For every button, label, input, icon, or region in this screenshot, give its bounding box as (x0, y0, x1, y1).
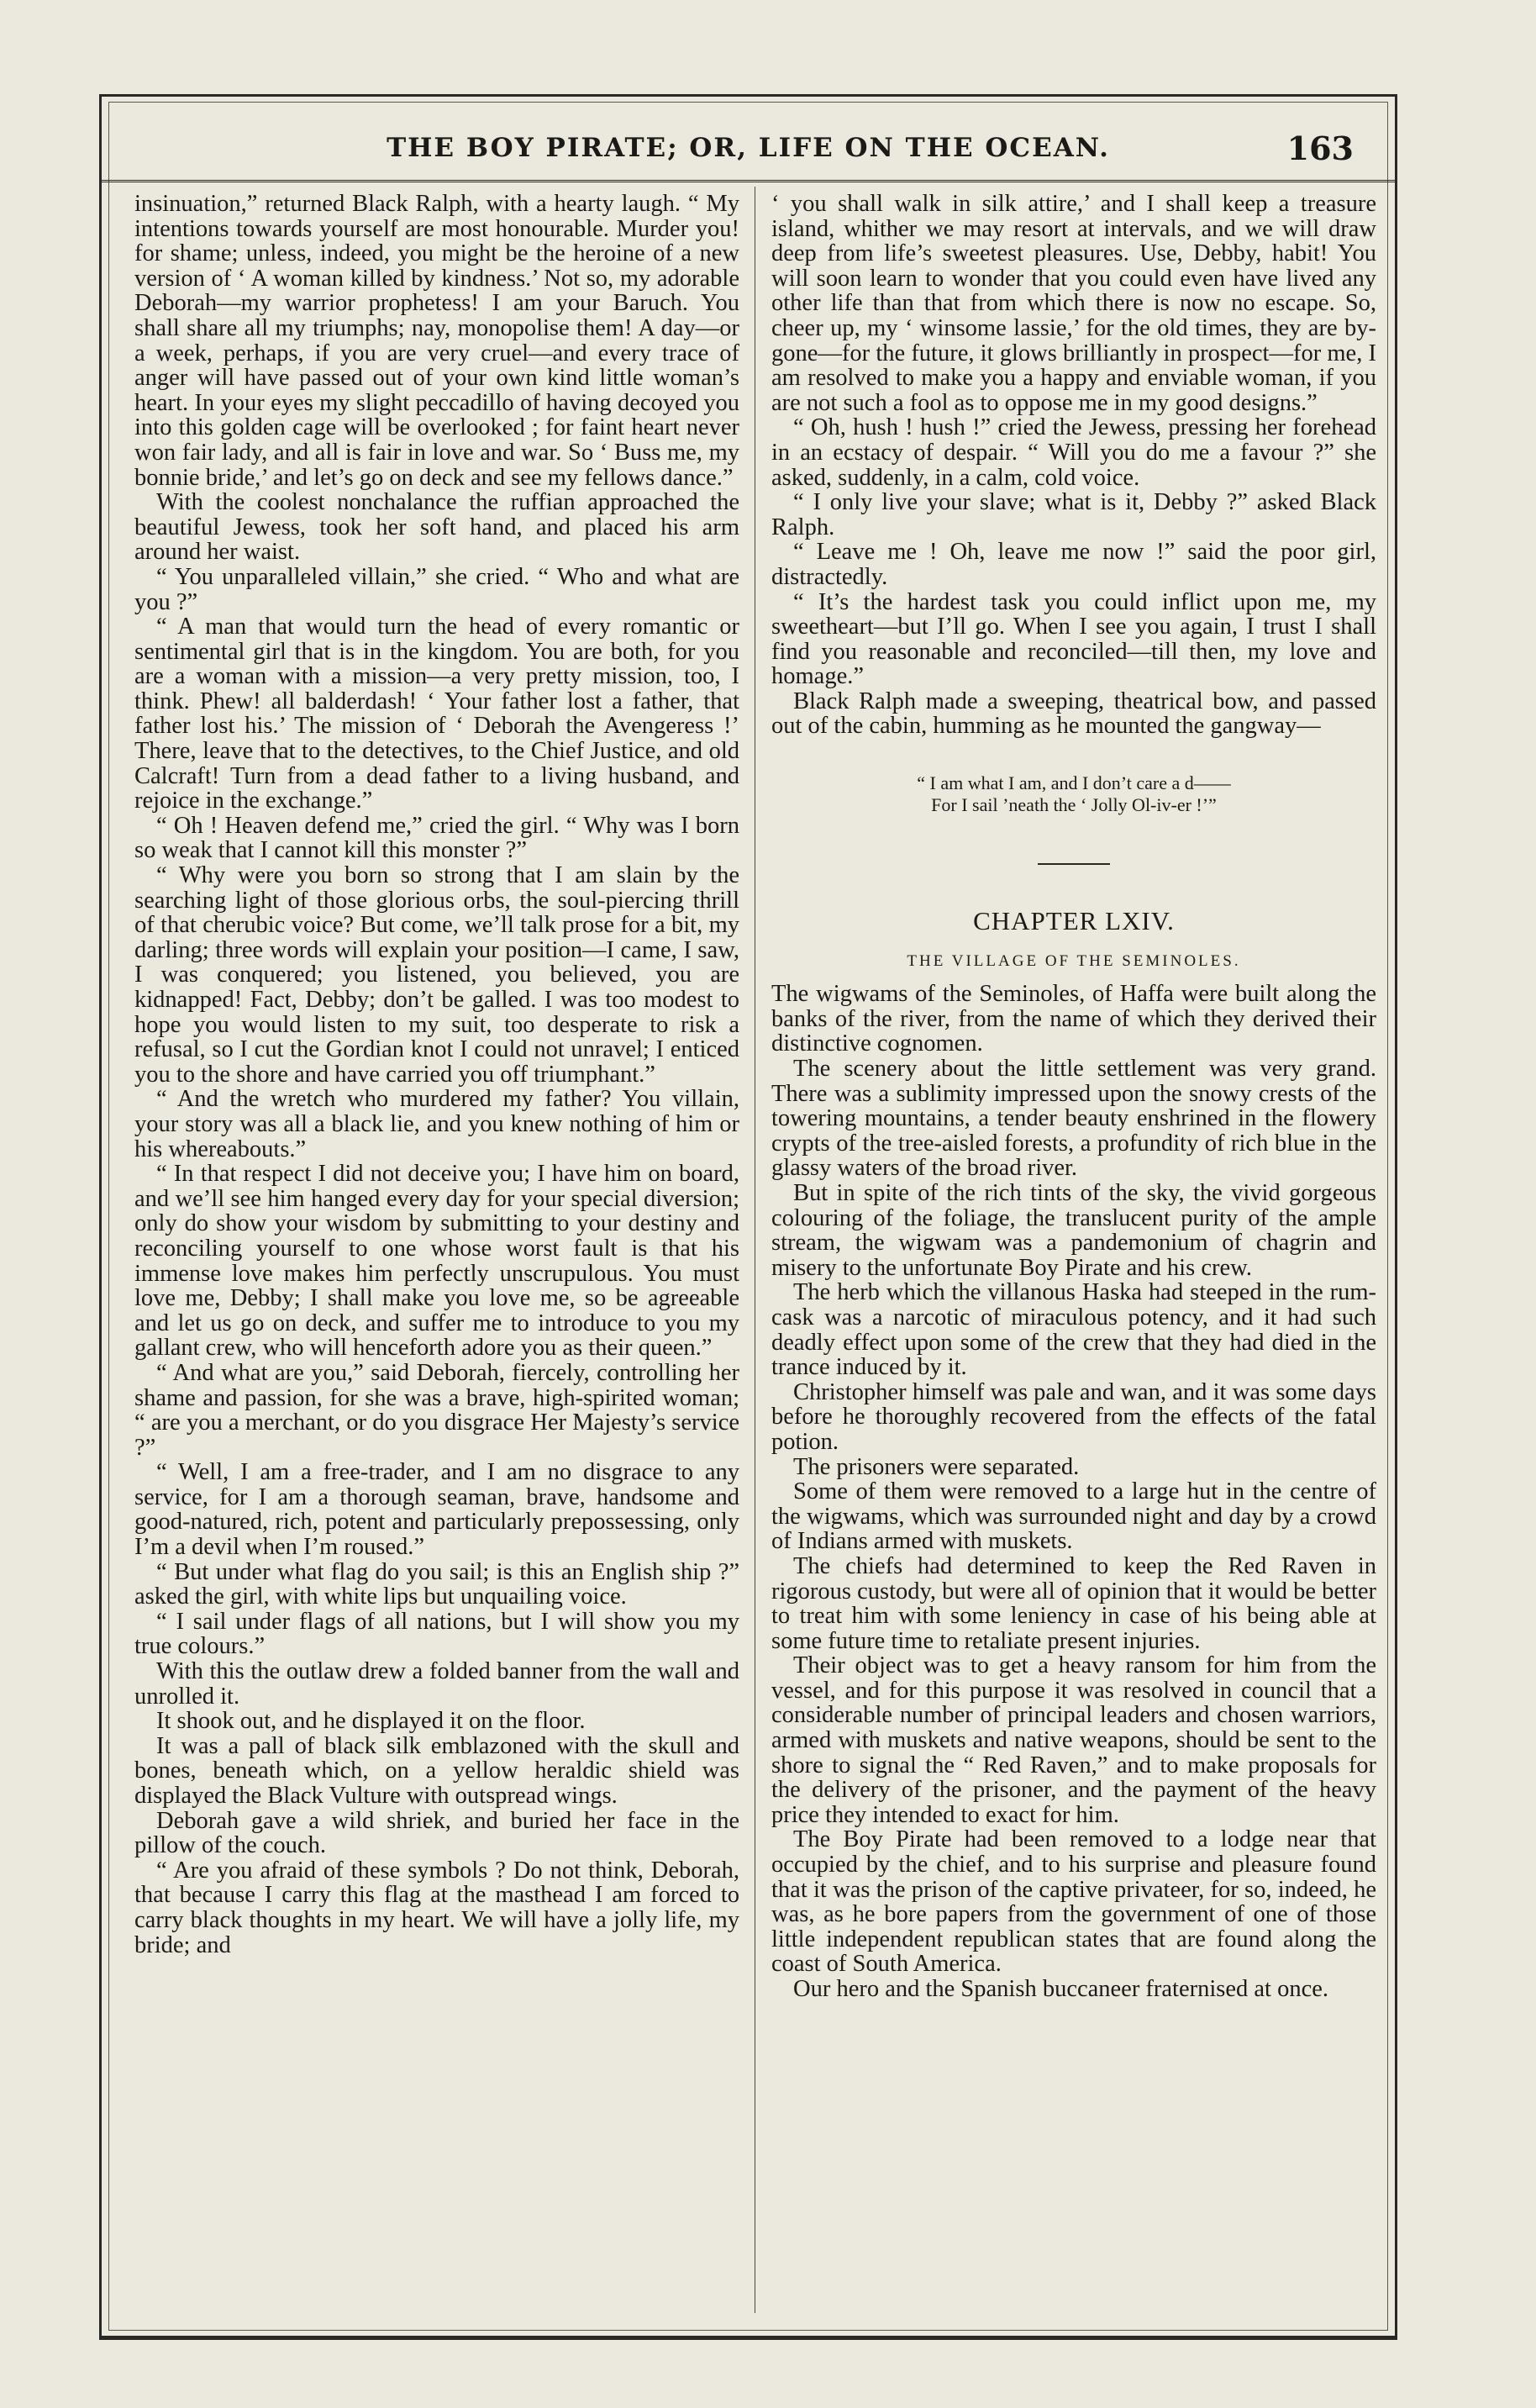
page-header (99, 124, 1397, 175)
right-column (771, 192, 1376, 2276)
header-rule (99, 180, 1397, 182)
paragraph: “ Oh ! Heaven defend me,” cried the girl. “ Why was I born so weak that I cannot kill this monster ?” (134, 812, 739, 864)
song-verse (771, 772, 1376, 816)
paragraph: Their object was to get a heavy ransom for him from the vessel, and for this purpose it was resolved in council that a considerable number of principal leaders and chosen warriors, armed with muskets and native weapons, should be sent to the shore to signal the “ Red Raven,” and to make proposals for the delivery of the prisoner, and the payment of the heavy price they intended to exact for him. (771, 1652, 1376, 1828)
paragraph: It shook out, and he displayed it on the floor. (156, 1708, 586, 1735)
paragraph: The herb which the villanous Haska had steeped in the rum-cask was a narcotic of miraculous potency, and it had such deadly effect upon some of the crew that they had died in the trance induced by it. (771, 1279, 1376, 1381)
paragraph: “ Why were you born so strong that I am slain by the searching light of those glorious orbs, the soul-piercing thrill of that cherubic voice? But come, we’ll talk prose for a bit, my darling; three words will explain your position—I came, I saw, I was conquered; you listened, you believed, you are kidnapped! Fact, Debby; don’t be galled. I was too modest to hope you would listen to my suit, too desperate to risk a refusal, so I cut the Gordian knot I could not unravel; I enticed you to the shore and have carried you off triumphant.” (134, 862, 739, 1088)
paragraph: “ It’s the hardest task you could inflict upon me, my sweetheart—but I’ll go. When I see you again, I trust I shall find you reasonable and reconciled—till then, my love and homage.” (771, 588, 1376, 690)
paragraph: With this the outlaw drew a folded banner from the wall and unrolled it. (134, 1658, 739, 1710)
paragraph: The prisoners were separated. (793, 1453, 1080, 1480)
left-column (134, 192, 739, 2276)
section-divider-rule (1038, 863, 1110, 865)
paragraph: “ I sail under flags of all nations, but I will show you my true colours.” (134, 1608, 739, 1660)
paragraph: “ You unparalleled villain,” she cried. “ Who and what are you ?” (134, 563, 739, 615)
paragraph: “ Well, I am a free-trader, and I am no disgrace to any service, for I am a thorough seaman, brave, handsome and good-natured, rich, potent and particularly prepossessing, only I’m a devil when I’m roused.” (134, 1459, 739, 1561)
paragraph: Black Ralph made a sweeping, theatrical bow, and passed out of the cabin, humming as he mounted the gangway— (771, 688, 1376, 740)
paragraph: “ A man that would turn the head of every romantic or sentimental girl that is in the kingdom. You are both, for you are a woman with a mission—a very pretty mission, too, I think. Phew! all balderdash! ‘ Your father lost a father, that father lost his.’ The mission of ‘ Deborah the Avengeress !’ There, leave that to the detectives, to the Chief Justice, and old Calcraft! Turn from a dead father to a living husband, and rejoice in the exchange.” (134, 614, 739, 814)
verse-line: For I sail ’neath the ‘ Jolly Ol-iv-er !’” (931, 794, 1217, 816)
paragraph: “ Are you afraid of these symbols ? Do not think, Deborah, that because I carry this flag at the masthead I am forced to carry black thoughts in my heart. We will have a jolly life, my bride; and (134, 1857, 739, 1958)
paragraph: Our hero and the Spanish buccaneer fraternised at once. (793, 1976, 1329, 2002)
paragraph: But in spite of the rich tints of the sky, the vivid gorgeous colouring of the foliage, the translucent purity of the ample stream, the wigwam was a pandemonium of chagrin and misery to the unfortunate Boy Pirate and his crew. (771, 1180, 1376, 1281)
paragraph: It was a pall of black silk emblazoned with the skull and bones, beneath which, on a yellow heraldic shield was displayed the Black Vulture with outspread wings. (134, 1732, 739, 1809)
paragraph: Christopher himself was pale and wan, and it was some days before he thoroughly recovered from the effects of the fatal potion. (771, 1378, 1376, 1455)
paragraph: Some of them were removed to a large hut in the centre of the wigwams, which was surrounded night and day by a crowd of Indians armed with muskets. (771, 1478, 1376, 1555)
paragraph: With the coolest nonchalance the ruffian approached the beautiful Jewess, took her soft hand, and placed his arm around her waist. (134, 489, 739, 566)
paragraph: The scenery about the little settlement was very grand. There was a sublimity impressed upon the snowy crests of the towering mountains, a tender beauty enshrined in the flowery crypts of the tree-aisled forests, a profundity of rich blue in the glassy waters of the broad river. (771, 1056, 1376, 1182)
paragraph: The chiefs had determined to keep the Red Raven in rigorous custody, but were all of opinion that it would be better to treat him with some leniency in case of his being able at some future time to retaliate present injuries. (771, 1552, 1376, 1654)
page-number: 163 (1286, 129, 1354, 167)
paragraph: Deborah gave a wild shriek, and buried her face in the pillow of the couch. (134, 1807, 739, 1859)
chapter-subtitle: THE VILLAGE OF THE SEMINOLES. (907, 951, 1241, 970)
paragraph: “ And what are you,” said Deborah, fiercely, controlling her shame and passion, for she was a brave, high-spirited woman; “ are you a merchant, or do you disgrace Her Majesty’s service ?” (134, 1359, 739, 1461)
paragraph: “ In that respect I did not deceive you; I have him on board, and we’ll see him hanged every day for your special diversion; only do show your wisdom by submitting to your destiny and reconciling yourself to one whose worst fault is that his immense love makes him perfectly unscrupulous. You must love me, Debby; I shall make you love me, so be agreeable and let us go on deck, and suffer me to introduce to you my gallant crew, who will henceforth adore you as their queen.” (134, 1161, 739, 1362)
paragraph: “ But under what flag do you sail; is this an English ship ?” asked the girl, with white lips but unquailing voice. (134, 1558, 739, 1610)
paragraph: “ And the wretch who murdered my father? You villain, your story was all a black lie, and you knew nothing of him or his whereabouts.” (134, 1086, 739, 1162)
bottom-rule (99, 2337, 1397, 2340)
chapter-title: CHAPTER LXIV. (973, 906, 1175, 936)
paragraph: “ Oh, hush ! hush !” cried the Jewess, pressing her forehead in an ecstacy of despair. “ Will you do me a favour ?” she asked, suddenly, in a calm, cold voice. (771, 414, 1376, 491)
paragraph: The wigwams of the Seminoles, of Haffa were built along the banks of the river, from the name of which they derived their distinctive cognomen. (771, 981, 1376, 1057)
paragraph: “ Leave me ! Oh, leave me now !” said the poor girl, distractedly. (771, 539, 1376, 590)
paragraph: The Boy Pirate had been removed to a lodge near that occupied by the chief, and to his surprise and pleasure found that it was the prison of the captive privateer, for so, indeed, he was, as he bore papers from the government of one of those little independent republican states that are found along the coast of South America. (771, 1826, 1376, 1978)
paragraph: insinuation,” returned Black Ralph, with a hearty laugh. “ My intentions towards yourself are most honourable. Murder you! for shame; unless, indeed, you might be the heroine of a new version of ‘ A woman killed by kindness.’ Not so, my adorable Deborah—my warrior prophetess! I am your Baruch. You shall share all my triumphs; nay, monopolise them! A day—or a week, perhaps, if you are very cruel—and every trace of anger will have passed out of your own kind little woman’s heart. In your eyes my slight peccadillo of having decoyed you into this golden cage will be overlooked ; for faint heart never won fair lady, and all is fair in love and war. So ‘ Buss me, my bonnie bride,’ and let’s go on deck and see my fellows dance.” (134, 192, 739, 491)
paragraph: ‘ you shall walk in silk attire,’ and I shall keep a treasure island, whither we may resort at intervals, and we will draw deep from life’s sweetest pleasures. Use, Debby, habit! You will soon learn to wonder that you could even have lived any other life than that from which there is now no escape. So, cheer up, my ‘ winsome lassie,’ for the old times, they are by-gone—for the future, it glows brilliantly in prospect—for me, I am resolved to make you a happy and enviable woman, if you are not such a fool as to oppose me in my good designs.” (771, 192, 1376, 416)
verse-line: “ I am what I am, and I don’t care a d—— (917, 772, 1231, 794)
running-title: THE BOY PIRATE; OR, LIFE ON THE OCEAN. (387, 133, 1110, 163)
paragraph: “ I only live your slave; what is it, Debby ?” asked Black Ralph. (771, 489, 1376, 540)
